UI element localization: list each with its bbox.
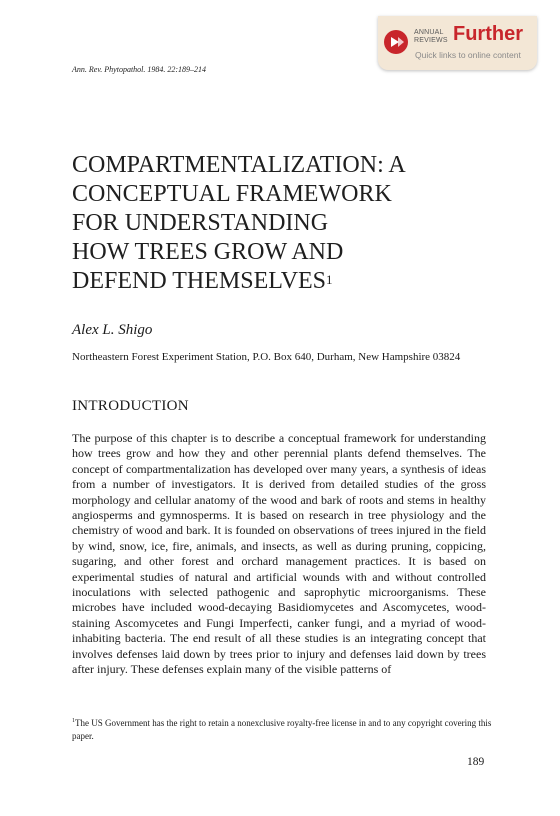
page-number: 189 bbox=[467, 756, 485, 768]
title-line: FOR UNDERSTANDING bbox=[72, 210, 329, 236]
author-affiliation: Northeastern Forest Experiment Station, P.O. Box 640, Durham, New Hampshire 03824 bbox=[72, 351, 461, 363]
footnote-text: The US Government has the right to retain a nonexclusive royalty-free license in and to any copyright covering this paper. bbox=[72, 718, 492, 741]
title-line: HOW TREES GROW AND bbox=[72, 239, 344, 265]
banner-reviews: REVIEWS bbox=[414, 37, 448, 44]
banner-annual: ANNUAL bbox=[414, 29, 444, 36]
body-paragraph: The purpose of this chapter is to describe a conceptual framework for understanding how trees grow and how they and other perennial plants defend themselves. The concept of compartmentalization has developed over many years, a synthesis of ideas from a number of investigators. It is derived from detailed studies of the gross morphology and cellular anatomy of the wood and bark of roots and stems in healthy angiosperms and gymnosperms. It is based on research in tree physiology and the chemistry of wood and bark. It is founded on observations of trees injured in the field by wind, snow, ice, fire, animals, and insects, as well as during pruning, coppicing, sugaring, and other forest and orchard management practices. It is based on experimental studies of natural and artificial wounds with and without controlled inoculations with selected pathogenic and saprophytic microorganisms. These microbes have included wood-decaying Basidiomycetes and Ascomycetes, wood-staining Ascomycetes and Fungi Imperfecti, canker fungi, and a myriad of wood-inhabiting bacteria. The end result of all these studies is an integrating concept that involves defenses laid down by trees prior to injury and defenses laid down by trees after injury. These defenses explain many of the visible patterns of bbox=[72, 431, 486, 677]
title-footnote-mark[interactable]: 1 bbox=[326, 272, 333, 287]
author-name: Alex L. Shigo bbox=[72, 322, 153, 338]
section-heading: INTRODUCTION bbox=[72, 398, 189, 414]
footnote bbox=[72, 715, 492, 743]
banner-annual-reviews-label bbox=[414, 29, 448, 45]
title-line: CONCEPTUAL FRAMEWORK bbox=[72, 181, 392, 207]
article-title bbox=[72, 151, 492, 296]
journal-citation: Ann. Rev. Phytopathol. 1984. 22:189–214 bbox=[72, 65, 207, 74]
footnote-mark: 1 bbox=[72, 718, 75, 724]
banner-subtitle: Quick links to online content bbox=[415, 50, 521, 60]
annual-reviews-logo-icon bbox=[384, 30, 408, 54]
banner-further-label: Further bbox=[453, 23, 523, 45]
further-banner[interactable] bbox=[378, 16, 537, 70]
title-line: DEFEND THEMSELVES bbox=[72, 268, 327, 294]
title-line: COMPARTMENTALIZATION: A bbox=[72, 152, 406, 178]
